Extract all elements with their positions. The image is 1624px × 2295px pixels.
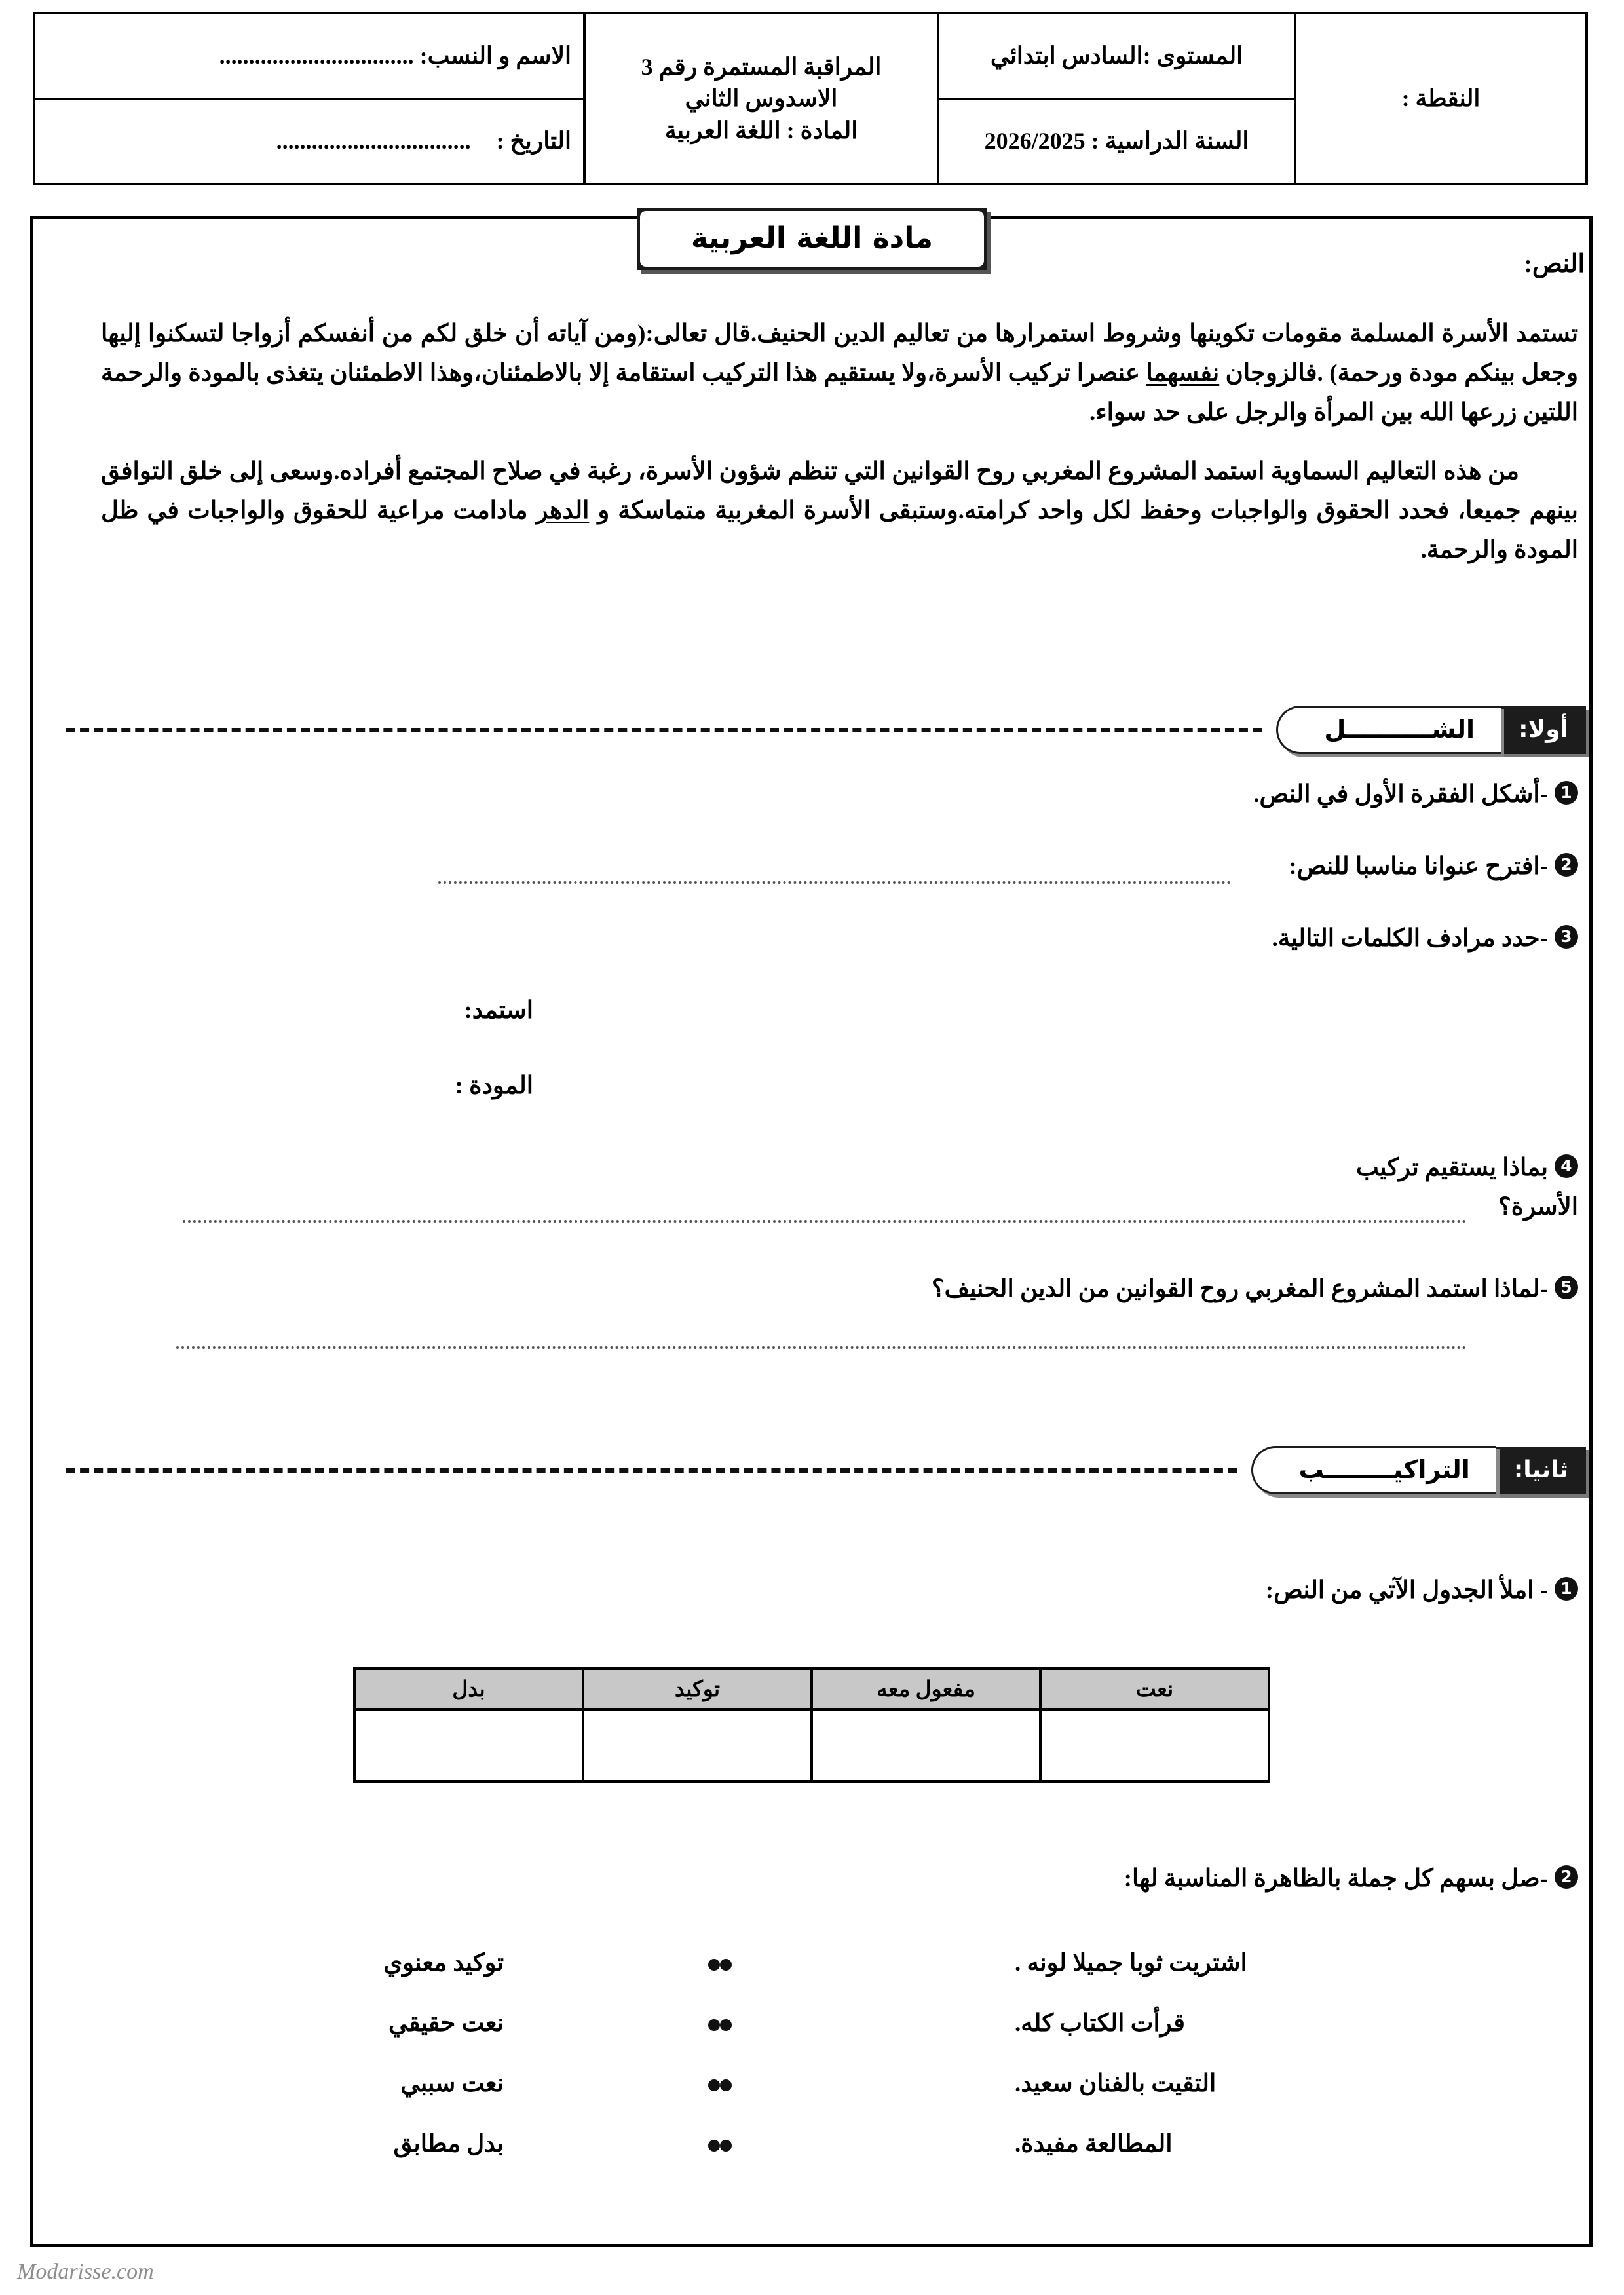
bullet-dot-icon: [720, 2019, 732, 2031]
matching-row: [111, 2053, 1578, 2114]
p1-part-a: تستمد الأسرة المسلمة مقومات تكوينها وشروط استمرارها من تعاليم الدين الحنيف.قال تعالى:(ومن آياته أن خلق لكم من أنفسكم أزواجا لتسكنوا إليها وجعل بينكم مودة ورحمة) .فالزوجان: [101, 320, 1578, 387]
table-row: [354, 1709, 1269, 1781]
question-4-number: 4: [1555, 1154, 1578, 1178]
date-cell: [34, 99, 584, 185]
match-answer-1: توكيد معنوي: [383, 1950, 504, 1977]
question-2-text: -افترح عنوانا مناسبا للنص:: [1289, 853, 1548, 880]
section-title-tarakib: التراكيــــــــب: [1251, 1446, 1496, 1494]
table-cell-badal[interactable]: [354, 1709, 583, 1781]
p1-part-b: عنصرا تركيب الأسرة،ولا يستقيم هذا التركيب استقامة إلا بالاطمئنان،وهذا الاطمئنان يتغذى بالمودة والرحمة اللتين زرعها الله بين المرأة والرجل على حد سواء.: [101, 359, 1578, 426]
p2-part-b: مادامت مراعية للحقوق والواجبات في ظل المودة والرحمة.: [101, 497, 1578, 563]
question-5-number: 5: [1555, 1276, 1578, 1299]
table-cell-naat[interactable]: [1040, 1709, 1269, 1781]
question-4-text: بماذا يستقيم تركيب: [1355, 1154, 1548, 1181]
section-order-second: ثانيا:: [1496, 1447, 1586, 1494]
bullet-dot-icon: [720, 1959, 732, 1971]
student-name-dots[interactable]: .................................: [219, 42, 414, 69]
exam-subject-line: المادة : اللغة العربية: [664, 117, 858, 143]
question-2: [1289, 848, 1578, 885]
synonym-word-2: المودة :: [455, 1072, 533, 1099]
section2-question-1: [1266, 1572, 1578, 1609]
date-label: التاريخ :: [496, 128, 571, 155]
bullet-dot-icon: [708, 1959, 720, 1971]
subject-banner-wrapper: [0, 208, 1624, 270]
section-divider-dashes: [66, 728, 1262, 732]
exam-title-line2: الاسدوس الثاني: [685, 85, 838, 112]
section-order-first: أولا:: [1501, 706, 1586, 754]
match-sentence-3: التقيت بالفنان سعيد.: [1015, 2070, 1217, 2097]
section2-question-1-text: - املأ الجدول الآتي من النص:: [1265, 1577, 1548, 1604]
matching-row: [111, 1933, 1578, 1993]
matching-row: [111, 2114, 1578, 2174]
table-header-naat: نعت: [1040, 1669, 1269, 1709]
match-sentence-2: قرأت الكتاب كله.: [1015, 2010, 1185, 2037]
match-answer-3: نعت سببي: [400, 2070, 504, 2097]
section2-question-2: [1124, 1861, 1578, 1897]
match-dot-left-1[interactable]: [720, 1949, 1002, 1977]
question-3-text: -حدد مرادف الكلمات التالية.: [1272, 925, 1548, 952]
exam-title-line1: المراقبة المستمرة رقم 3: [641, 53, 882, 80]
bullet-dot-icon: [708, 2140, 720, 2152]
section-title-shakl: الشــــــــــل: [1276, 706, 1501, 754]
question-5-text: -لماذا استمد المشروع المغربي روح القوانين من الدين الحنيف؟: [932, 1276, 1548, 1302]
match-dot-right-1[interactable]: [504, 1949, 720, 1977]
student-name-cell: [34, 13, 584, 99]
match-sentence-1: اشتريت ثوبا جميلا لونه .: [1015, 1950, 1247, 1977]
matching-row: [111, 1993, 1578, 2053]
text-section-label: النص:: [1524, 250, 1585, 278]
student-name-label: الاسم و النسب:: [419, 42, 571, 69]
match-dot-right-2[interactable]: [504, 2009, 720, 2038]
question-1: [1253, 776, 1578, 813]
answer-line-q4[interactable]: [183, 1220, 1467, 1223]
bullet-dot-icon: [720, 2079, 732, 2091]
section2-question-1-number: 1: [1555, 1577, 1578, 1601]
level-cell: المستوى :السادس ابتدائي: [938, 13, 1295, 99]
match-dot-left-2[interactable]: [720, 2009, 1002, 2038]
question-3: [1272, 920, 1578, 957]
question-5: [932, 1271, 1578, 1308]
table-cell-mafoul-maah[interactable]: [812, 1709, 1040, 1781]
match-dot-left-3[interactable]: [720, 2070, 1002, 2098]
section-header-tarakib: [66, 1445, 1586, 1496]
question-4-continuation: الأسرة؟: [1498, 1194, 1578, 1221]
grade-cell: النقطة :: [1295, 13, 1587, 184]
match-dot-left-4[interactable]: [720, 2130, 1002, 2158]
match-answer-4: بدل مطابق: [393, 2131, 504, 2157]
grammar-fill-table: [353, 1667, 1270, 1783]
question-2-number: 2: [1555, 853, 1578, 877]
section2-question-2-number: 2: [1555, 1865, 1578, 1889]
p2-underlined-word: الدهر: [536, 497, 590, 524]
match-sentence-4: المطالعة مفيدة.: [1015, 2131, 1173, 2157]
p1-underlined-word: نفسهما: [1146, 359, 1220, 387]
section-divider-dashes-2: [66, 1468, 1237, 1473]
passage-paragraph-1: [101, 314, 1578, 432]
section-header-shakl: [66, 704, 1586, 755]
exam-title-cell: [584, 13, 938, 184]
answer-line-q5[interactable]: [176, 1346, 1467, 1349]
site-watermark: Modarisse.com: [17, 2260, 154, 2284]
table-header-tawkid: توكيد: [583, 1669, 812, 1709]
table-cell-tawkid[interactable]: [583, 1709, 812, 1781]
subject-banner: مادة اللغة العربية: [637, 208, 987, 270]
p2-part-a: من هذه التعاليم السماوية استمد المشروع المغربي روح القوانين التي تنظم شؤون الأسرة، رغبة في صلاح المجتمع أفراده.وسعى إلى خلق التوافق بينهم جميعا، فحدد الحقوق والواجبات وحفظ لكل واحد كرامته.وستبقى الأسرة المغربية متماسكة و: [101, 457, 1578, 524]
passage-paragraph-2: [101, 452, 1578, 570]
bullet-dot-icon: [708, 2079, 720, 2091]
question-4: [1356, 1150, 1578, 1186]
table-header-row: [354, 1669, 1269, 1709]
question-1-number: 1: [1555, 781, 1578, 805]
question-3-number: 3: [1555, 925, 1578, 949]
bullet-dot-icon: [720, 2140, 732, 2152]
exam-header-table: [33, 12, 1588, 185]
reading-passage: [101, 314, 1578, 590]
bullet-dot-icon: [708, 2019, 720, 2031]
date-dots[interactable]: .................................: [276, 128, 471, 155]
answer-line-q2[interactable]: [438, 881, 1231, 884]
school-year-cell: السنة الدراسية : 2026/2025: [938, 99, 1295, 185]
question-1-text: -أشكل الفقرة الأول في النص.: [1253, 781, 1548, 808]
table-header-badal: بدل: [354, 1669, 583, 1709]
matching-exercise: [111, 1933, 1578, 2174]
section2-question-2-text: -صل بسهم كل جملة بالظاهرة المناسبة لها:: [1124, 1865, 1548, 1892]
match-dot-right-4[interactable]: [504, 2130, 720, 2158]
synonym-word-1: استمد:: [464, 997, 533, 1024]
match-answer-2: نعت حقيقي: [388, 2010, 504, 2037]
match-dot-right-3[interactable]: [504, 2070, 720, 2098]
table-header-mafoul-maah: مفعول معه: [812, 1669, 1040, 1709]
